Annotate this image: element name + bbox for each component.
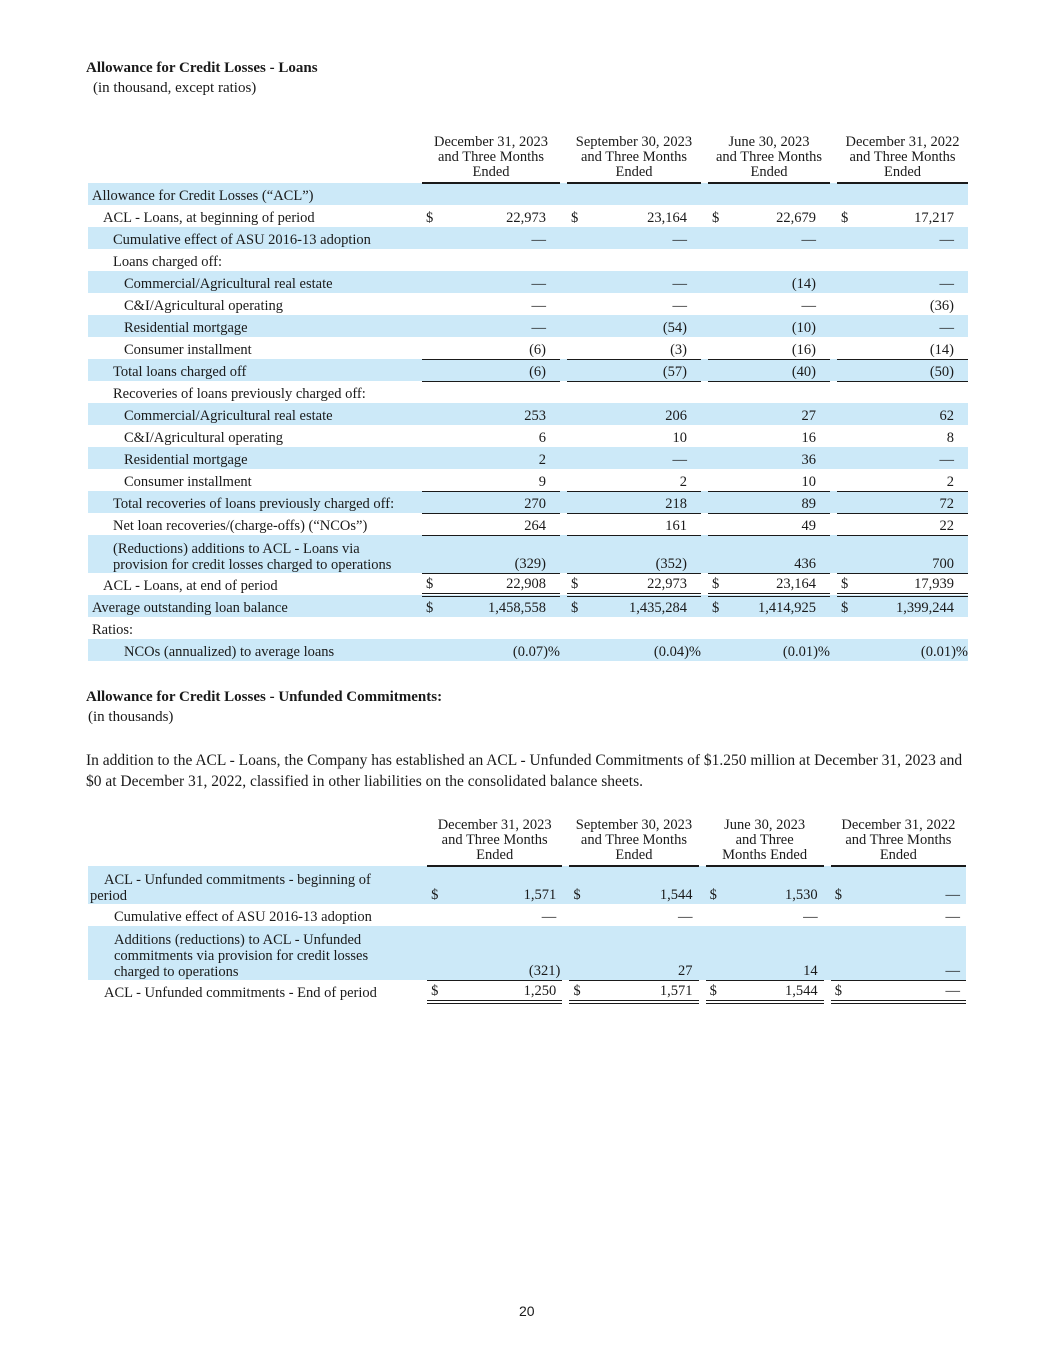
column-header: December 31, 2022 and Three Months Ended [837, 135, 968, 183]
table-row: (Reductions) additions to ACL - Loans via provision for credit losses charged to operations (329) (352) 436 700 [88, 535, 968, 573]
table-row: Residential mortgage 2 — 36 — [88, 447, 968, 469]
table-row: ACL - Loans, at end of period $ 22,908 $ 22,973 $ 23,164 $ 17,939 [88, 573, 968, 595]
table-row: Ratios: [92, 622, 134, 638]
column-header: September 30, 2023 and Three Months Ended [567, 135, 701, 183]
table-row: C&I/Agricultural operating 6 10 16 8 [124, 430, 954, 446]
page-number: 20 [519, 1303, 535, 1319]
table-row: Cumulative effect of ASU 2016-13 adoption — — — — [114, 909, 960, 925]
table-row: Residential mortgage — (54) (10) — [88, 315, 968, 337]
column-header: December 31, 2023 and Three Months Ended [422, 135, 560, 183]
table-row: Loans charged off: [113, 254, 222, 270]
column-header: December 31, 2022 and Three Months Ended [831, 818, 966, 866]
section-title-unfunded: Allowance for Credit Losses - Unfunded Commitments: [86, 689, 443, 705]
table-header-row [88, 135, 968, 183]
section-title-loans: Allowance for Credit Losses - Loans [86, 60, 318, 76]
acl-loans-table [88, 135, 968, 661]
table-row: C&I/Agricultural operating — — — (36) [124, 298, 954, 314]
table-header-row [88, 818, 966, 866]
section-subtitle-loans: (in thousand, except ratios) [93, 80, 257, 96]
table-row: Commercial/Agricultural real estate — — (14) — [88, 271, 968, 293]
table-row: Commercial/Agricultural real estate 253 206 27 62 [88, 403, 968, 425]
explanatory-paragraph: In addition to the ACL - Loans, the Company has established an ACL - Unfunded Commitments of $1.250 million at December 31, 2023 and $0 at December 31, 2022, classified in other liabilities on the consolidated balance sheets. [86, 752, 963, 790]
table-row: Consumer installment (6) (3) (16) (14) [88, 337, 968, 359]
table-row: Recoveries of loans previously charged off: [113, 386, 366, 402]
column-header: September 30, 2023 and Three Months Ended [569, 818, 698, 866]
table-row: Cumulative effect of ASU 2016-13 adoption — — — — [88, 227, 968, 249]
table-row: Total recoveries of loans previously charged off: 270 218 89 72 [88, 491, 968, 513]
table-row: Total loans charged off (6) (57) (40) (50) [88, 359, 968, 381]
column-header: June 30, 2023 and Three Months Ended [706, 818, 824, 866]
acl-unfunded-table [88, 818, 966, 1004]
table-row: Additions (reductions) to ACL - Unfunded commitments via provision for credit losses charged to operations (321) 27 14 — [88, 926, 966, 980]
table-row: NCOs (annualized) to average loans (0.07)% (0.04)% (0.01)% (0.01)% [88, 639, 968, 661]
table-row: ACL - Unfunded commitments - beginning of period $ 1,571 $ 1,544 $ 1,530 $ — [88, 866, 966, 904]
table-row: Consumer installment 9 2 10 2 [88, 469, 968, 491]
table-row: Allowance for Credit Losses (“ACL”) [88, 183, 968, 205]
column-header: June 30, 2023 and Three Months Ended [708, 135, 830, 183]
table-row: ACL - Unfunded commitments - End of period $ 1,250 $ 1,571 $ 1,544 $ — [88, 980, 966, 1002]
column-header: December 31, 2023 and Three Months Ended [427, 818, 562, 866]
table-row: ACL - Loans, at beginning of period $ 22,973 $ 23,164 $ 22,679 $ 17,217 [103, 210, 954, 226]
table-row: Average outstanding loan balance $ 1,458,558 $ 1,435,284 $ 1,414,925 $ 1,399,244 [88, 595, 968, 617]
table-row: Net loan recoveries/(charge-offs) (“NCOs”) 264 161 49 22 [88, 513, 968, 535]
section-subtitle-unfunded: (in thousands) [88, 709, 174, 725]
